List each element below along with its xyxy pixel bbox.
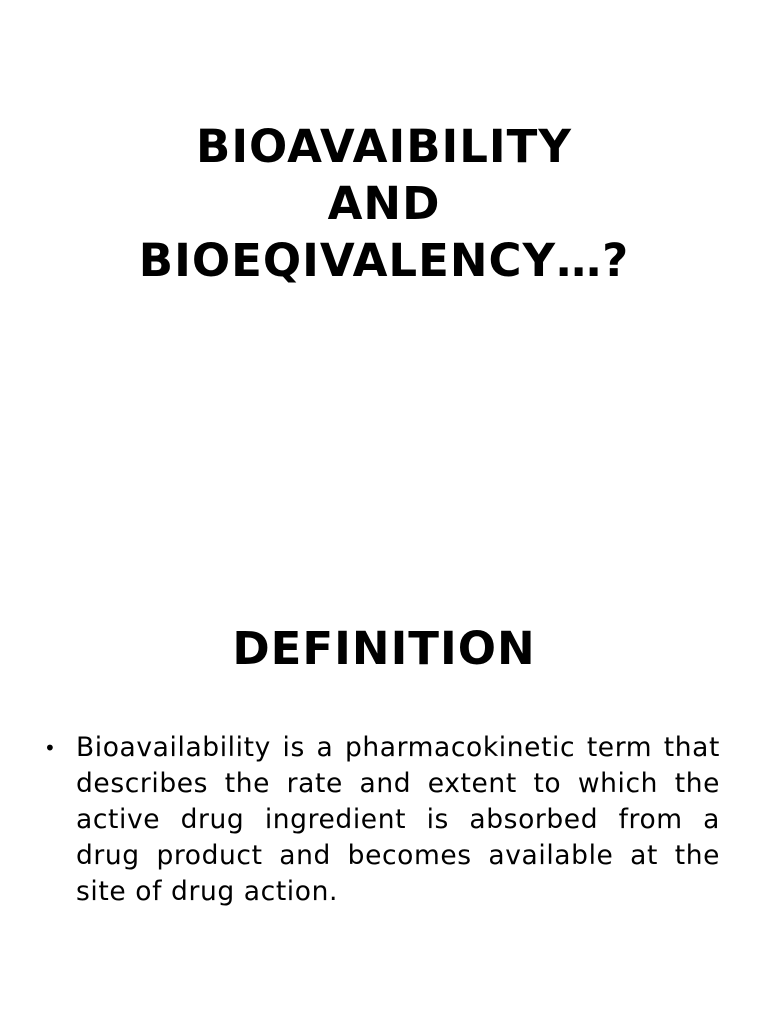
title-line-1: BIOAVAIBILITY bbox=[196, 120, 572, 173]
definition-slide bbox=[0, 512, 768, 1024]
definition-heading: DEFINITION bbox=[232, 622, 536, 675]
title-line-2: AND bbox=[327, 177, 441, 230]
bullet-list bbox=[44, 730, 720, 910]
bullet-text: Bioavailability is a pharmacokinetic term that describes the rate and extent to which the active drug ingredient is absorbed from a drug product and becomes available at the site of drug action. bbox=[76, 732, 720, 907]
title-line-3: BIOEQIVALENCY…? bbox=[138, 234, 630, 287]
list-item bbox=[44, 730, 720, 910]
bullet-icon: • bbox=[44, 736, 57, 760]
slide-title bbox=[0, 118, 768, 289]
